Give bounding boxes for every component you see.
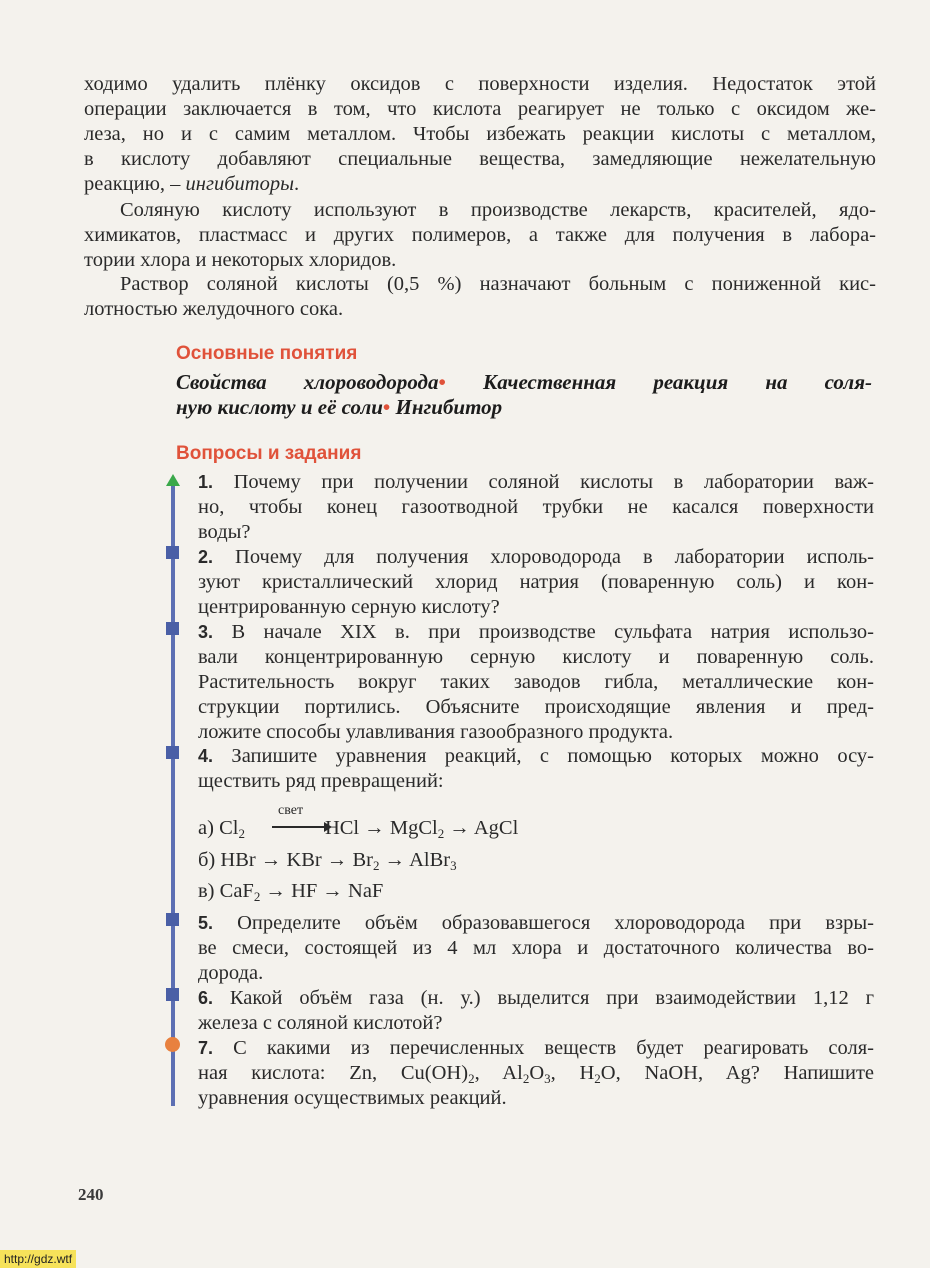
text-line: лотностью желудочного сока. <box>84 298 344 320</box>
text-line <box>84 172 876 197</box>
question-text: Почему при получении соляной кислоты в лаборатории важ- <box>233 471 874 493</box>
concept-item: Ингибитор <box>395 395 503 419</box>
equation-label: б) <box>198 849 216 871</box>
subscript: 2 <box>468 1071 475 1086</box>
formula: → AlBr <box>379 849 451 871</box>
equation-c <box>198 879 383 904</box>
bullet-separator: • <box>438 370 446 394</box>
question-text: Определите объём образовавшегося хлороводорода при взры- <box>237 912 874 934</box>
subscript: 2 <box>594 1071 601 1086</box>
formula: CaF <box>219 880 254 902</box>
text-fragment: , H <box>550 1062 595 1084</box>
question-text: С какими из перечисленных веществ будет реагировать соля- <box>233 1037 874 1059</box>
question-line: уравнения осуществимых реакций. <box>198 1087 507 1109</box>
subscript: 2 <box>253 889 261 904</box>
question-line: центрированную серную кислоту? <box>198 596 500 618</box>
question-number: 1. <box>198 472 214 492</box>
equation-label: в) <box>198 880 215 902</box>
question-text: Какой объём газа (н. у.) выделится при взаимодействии 1,12 г <box>229 987 875 1009</box>
question-line <box>198 911 874 936</box>
concept-item: Качественная реакция на соля- <box>482 370 872 394</box>
square-icon <box>166 546 179 559</box>
circle-icon <box>165 1037 180 1052</box>
square-icon <box>166 622 179 635</box>
subscript: 2 <box>522 1071 530 1086</box>
text-fragment: реакцию, – <box>84 173 186 195</box>
question-number: 7. <box>198 1038 214 1058</box>
text-line: операции заключается в том, что кислота реагирует не только с оксидом же- <box>84 98 876 120</box>
text-line: леза, но и с самим металлом. Чтобы избежать реакции кислоты с металлом, <box>84 123 876 145</box>
text-fragment: ная кислота: Zn, Cu(OH) <box>198 1062 469 1084</box>
intro-paragraph-2 <box>84 198 876 273</box>
question-text: Почему для получения хлороводорода в лаборатории исполь- <box>235 546 874 568</box>
question-line <box>198 1061 874 1086</box>
difficulty-rail <box>171 486 175 1106</box>
question-line: струкции портились. Объясните происходящие явления и пред- <box>198 696 874 718</box>
text-line: химикатов, пластмасс и других полимеров, а также для получения в лабора- <box>84 224 876 246</box>
text-line: ходимо удалить плёнку оксидов с поверхности изделия. Недостаток этой <box>84 73 876 95</box>
question-line: ве смеси, состоящей из 4 мл хлора и достаточного количества во- <box>198 937 874 959</box>
question-line <box>198 470 874 495</box>
question-3 <box>198 620 874 745</box>
question-text: Запишите уравнения реакций, с помощью которых можно осу- <box>231 745 874 767</box>
text-fragment: , Al <box>474 1062 523 1084</box>
question-number: 6. <box>198 988 214 1008</box>
question-6 <box>198 986 874 1036</box>
subscript: 2 <box>238 826 245 841</box>
concepts-list <box>176 370 872 420</box>
term-inhibitors: ингибиторы <box>185 173 294 195</box>
equation-label: а) <box>198 817 214 839</box>
question-line <box>198 545 874 570</box>
subscript: 3 <box>450 858 457 873</box>
intro-paragraph-1 <box>84 72 876 197</box>
watermark-link[interactable]: http://gdz.wtf <box>0 1250 76 1268</box>
text-fragment: . <box>293 173 300 195</box>
question-line: воды? <box>198 521 251 543</box>
concept-item: ную кислоту и её соли <box>176 395 383 419</box>
arrow-condition-label: свет <box>278 803 304 818</box>
formula: → AgCl <box>444 817 519 839</box>
question-line: ложите способы улавливания газообразного продукта. <box>198 721 674 743</box>
formula: Cl <box>219 817 239 839</box>
question-number: 5. <box>198 913 214 933</box>
square-icon <box>166 988 179 1001</box>
question-line: Растительность вокруг таких заводов гибла, металлические кон- <box>198 671 874 693</box>
page-number: 240 <box>78 1185 104 1204</box>
question-1 <box>198 470 874 545</box>
question-text: В начале XIX в. при производстве сульфата натрия использо- <box>231 621 875 643</box>
question-line: дорода. <box>198 962 264 984</box>
question-line <box>198 744 874 769</box>
question-line: вали концентрированную серную кислоту и поваренную соль. <box>198 646 874 668</box>
concept-item: Свойства хлороводорода <box>176 370 439 394</box>
question-4 <box>198 744 874 794</box>
text-line: тории хлора и некоторых хлоридов. <box>84 249 397 271</box>
question-line: зуют кристаллический хлорид натрия (поваренную соль) и кон- <box>198 571 874 593</box>
square-icon <box>166 746 179 759</box>
text-line: Соляную кислоту используют в производстве лекарств, красителей, ядо- <box>120 199 876 221</box>
concepts-line <box>176 370 872 395</box>
bullet-separator: • <box>382 395 391 419</box>
triangle-icon <box>166 474 180 486</box>
question-line: но, чтобы конец газоотводной трубки не касался поверхности <box>198 496 874 518</box>
equation-a <box>198 816 518 841</box>
question-line: железа с соляной кислотой? <box>198 1012 443 1034</box>
questions-heading: Вопросы и задания <box>176 443 362 464</box>
text-fragment: O <box>529 1062 545 1084</box>
question-line <box>198 986 874 1011</box>
formula: → HF → NaF <box>260 880 384 902</box>
question-number: 4. <box>198 746 214 766</box>
question-line <box>198 620 874 645</box>
text-fragment: O, NaOH, Ag? Напишите <box>600 1062 875 1084</box>
concepts-heading: Основные понятия <box>176 343 358 364</box>
intro-paragraph-3 <box>84 272 876 322</box>
subscript: 3 <box>544 1071 551 1086</box>
question-2 <box>198 545 874 620</box>
question-line: ществить ряд превращений: <box>198 770 444 792</box>
formula: HBr → KBr → Br <box>220 849 373 871</box>
equation-b <box>198 848 457 873</box>
subscript: 2 <box>373 858 380 873</box>
formula: HCl → MgCl <box>324 817 438 839</box>
subscript: 2 <box>437 826 445 841</box>
question-number: 2. <box>198 547 214 567</box>
text-line: в кислоту добавляют специальные вещества, замедляющие нежелательную <box>84 148 876 170</box>
text-line: Раствор соляной кислоты (0,5 %) назначают больным с пониженной кис- <box>120 273 876 295</box>
square-icon <box>166 913 179 926</box>
question-line <box>198 1036 874 1061</box>
question-number: 3. <box>198 622 214 642</box>
question-7 <box>198 1036 874 1111</box>
concepts-line <box>176 395 872 420</box>
question-5 <box>198 911 874 986</box>
